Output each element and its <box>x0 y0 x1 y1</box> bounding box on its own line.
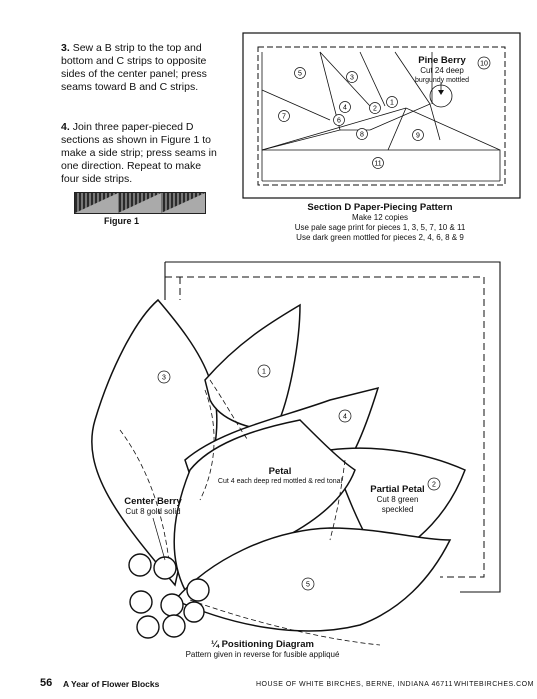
section-d-piece-11: 11 <box>374 160 382 168</box>
partial-petal-label <box>360 485 435 515</box>
center-berry-label <box>115 497 191 517</box>
pine-berry-line2: burgundy mottled <box>414 77 470 84</box>
instruction-3-number: 3. <box>61 42 70 54</box>
section-d-piece-9: 9 <box>416 132 420 140</box>
partial-petal-line2: speckled <box>381 505 414 514</box>
section-d-line1: Make 12 copies <box>351 213 409 222</box>
section-d-line2: Use pale sage print for pieces 1, 3, 5, 7, 10 & 11 <box>294 223 466 232</box>
partial-petal-title: Partial Petal <box>370 484 425 495</box>
center-berry-title: Center Berry <box>124 496 182 507</box>
section-d-piece-7: 7 <box>282 113 286 121</box>
section-d-piece-5: 5 <box>298 70 302 78</box>
petal-label <box>205 467 355 487</box>
petal-title: Petal <box>268 466 292 477</box>
instruction-3-text: Sew a B strip to the top and bottom and C strips to opposite sides of the center panel; press seams toward B and C strips. <box>61 42 207 93</box>
section-d-line3: Use dark green mottled for pieces 2, 4, 6, 8 & 9 <box>296 233 464 242</box>
diagram-piece-3: 3 <box>162 374 166 382</box>
section-d-piece-6: 6 <box>337 117 341 125</box>
positioning-line1: Pattern given in reverse for fusible appliqué <box>185 650 340 659</box>
positioning-title: ¼ Positioning Diagram <box>211 639 314 650</box>
book-title: A Year of Flower Blocks <box>63 679 160 689</box>
section-d-title: Section D Paper-Piecing Pattern <box>307 202 453 213</box>
figure-1-caption: Figure 1 <box>104 216 140 226</box>
partial-petal-line1: Cut 8 green <box>376 495 419 504</box>
section-d-piece-8: 8 <box>360 131 364 139</box>
instruction-4-number: 4. <box>61 121 70 133</box>
publisher: HOUSE OF WHITE BIRCHES, BERNE, INDIANA 46711 <box>256 681 453 688</box>
section-d-piece-1: 1 <box>390 99 394 107</box>
diagram-piece-5: 5 <box>306 581 310 589</box>
instruction-4-text: Join three paper-pieced D sections as shown in Figure 1 to make a side strip; press seams in one direction. Repeat to make four side strips. <box>61 121 217 185</box>
diagram-piece-2: 2 <box>432 481 436 489</box>
page-number: 56 <box>40 677 53 689</box>
section-d-piece-4: 4 <box>343 104 347 112</box>
petal-line1: Cut 4 each deep red mottled & red tonal <box>217 478 343 485</box>
website: WHITEBIRCHES.COM <box>454 681 534 688</box>
center-berry-line1: Cut 8 gold solid <box>125 507 181 516</box>
section-d-piece-10: 10 <box>480 60 488 68</box>
section-d-piece-2: 2 <box>373 105 377 113</box>
diagram-piece-4: 4 <box>343 413 347 421</box>
pine-berry-line1: Cut 24 deep <box>420 66 464 75</box>
positioning-caption <box>170 640 355 660</box>
diagram-piece-1: 1 <box>262 368 266 376</box>
section-d-piece-3: 3 <box>350 74 354 82</box>
pine-berry-title: Pine Berry <box>418 55 466 66</box>
